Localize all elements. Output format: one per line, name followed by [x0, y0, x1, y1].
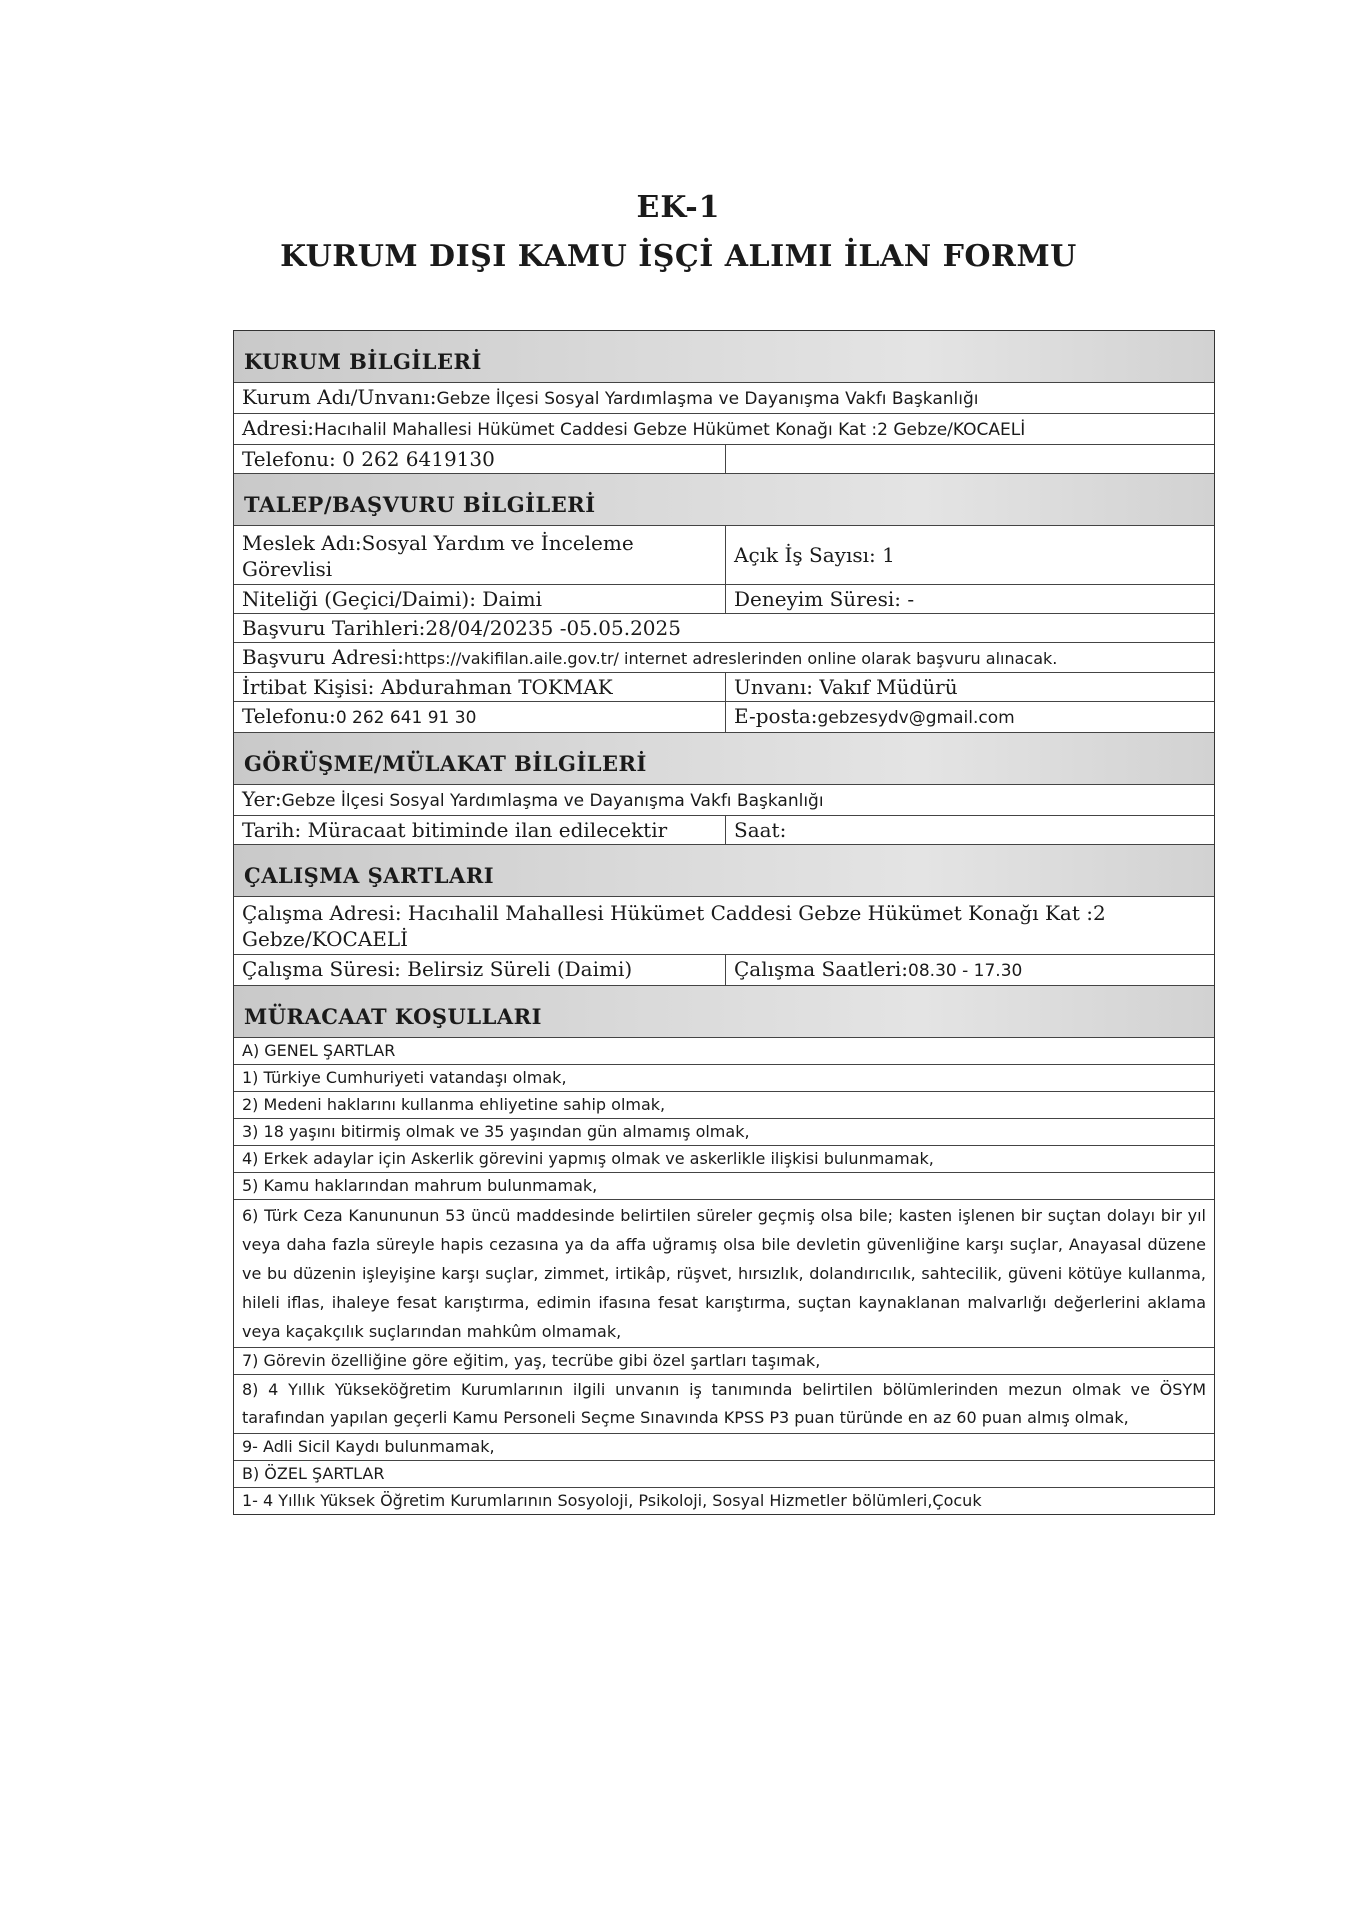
kosul-genel-sartlar: A) GENEL ŞARTLAR — [242, 1041, 396, 1060]
kosul-item: 1) Türkiye Cumhuriyeti vatandaşı olmak, — [242, 1068, 567, 1087]
kosul-row — [234, 1146, 1214, 1173]
kurum-adi-row — [234, 383, 1214, 414]
section-calisma-sartlari: ÇALIŞMA ŞARTLARI — [234, 845, 1214, 897]
kosul-row — [234, 1461, 1214, 1488]
section-kurum-bilgileri: KURUM BİLGİLERİ — [234, 331, 1214, 383]
kosul-item: 3) 18 yaşını bitirmiş olmak ve 35 yaşından gün almamış olmak, — [242, 1122, 750, 1141]
section-talep-basvuru: TALEP/BAŞVURU BİLGİLERİ — [234, 474, 1214, 526]
kosul-row — [234, 1200, 1214, 1348]
gorusme-tarih-row — [234, 816, 1214, 845]
announcement-form — [233, 330, 1215, 1515]
kosul-row — [234, 1119, 1214, 1146]
kosul-row — [234, 1348, 1214, 1375]
niteligi-row — [234, 585, 1214, 614]
kosul-item: 7) Görevin özelliğine göre eğitim, yaş, tecrübe gibi özel şartları taşımak, — [242, 1351, 821, 1370]
kurum-adres-value: Hacıhalil Mahallesi Hükümet Caddesi Gebze Hükümet Konağı Kat :2 Gebze/KOCAELİ — [314, 420, 1026, 440]
basvuru-tarihleri: Başvuru Tarihleri:28/04/20235 -05.05.2025 — [242, 616, 681, 640]
page-title: KURUM DIŞI KAMU İŞÇİ ALIMI İLAN FORMU — [280, 239, 1077, 274]
iletisim-row — [234, 702, 1214, 733]
annex-label: EK-1 — [636, 190, 721, 225]
gorusme-saat: Saat: — [734, 818, 787, 842]
meslek-row — [234, 526, 1214, 585]
kosul-row — [234, 1375, 1214, 1434]
kosul-row — [234, 1173, 1214, 1200]
irtibat-kisisi: İrtibat Kişisi: Abdurahman TOKMAK — [234, 673, 726, 701]
kurum-adres-label: Adresi: — [242, 416, 315, 440]
calisma-saatleri-label: Çalışma Saatleri: — [734, 957, 909, 981]
kurum-telefon-row — [234, 445, 1214, 474]
telefon-label: Telefonu: — [242, 704, 336, 728]
kurum-adi-label: Kurum Adı/Unvanı: — [242, 385, 437, 409]
deneyim-suresi: Deneyim Süresi: - — [734, 587, 915, 611]
kosul-item: 5) Kamu haklarından mahrum bulunmamak, — [242, 1176, 598, 1195]
gorusme-yer-value: Gebze İlçesi Sosyal Yardımlaşma ve Dayanışma Vakfı Başkanlığı — [281, 791, 824, 811]
meslek-adi: Meslek Adı:Sosyal Yardım ve İnceleme Görevlisi — [234, 526, 726, 584]
eposta-value: gebzesydv@gmail.com — [817, 708, 1015, 728]
telefon-value: 0 262 641 91 30 — [335, 708, 477, 728]
section-muracaat-kosullari: MÜRACAAT KOŞULLARI — [234, 986, 1214, 1038]
kosul-item: 8) 4 Yıllık Yükseköğretim Kurumlarının ilgili unvanın iş tanımında belirtilen bölümlerinden mezun olmak ve ÖSYM tarafından yapılan geçerli Kamu Personeli Seçme Sınavında KPSS P3 puan türünde en az 60 puan almış olmak, — [242, 1380, 1206, 1427]
unvani: Unvanı: Vakıf Müdürü — [734, 675, 958, 699]
kosul-ozel-sartlar: B) ÖZEL ŞARTLAR — [242, 1464, 385, 1483]
calisma-suresi: Çalışma Süresi: Belirsiz Süreli (Daimi) — [234, 955, 726, 985]
kosul-item: 2) Medeni haklarını kullanma ehliyetine sahip olmak, — [242, 1095, 666, 1114]
kosul-item: 1- 4 Yıllık Yüksek Öğretim Kurumlarının Sosyoloji, Psikoloji, Sosyal Hizmetler bölümleri,Çocuk — [242, 1491, 982, 1510]
gorusme-yer-label: Yer: — [242, 787, 282, 811]
irtibat-row — [234, 673, 1214, 702]
kosul-row — [234, 1092, 1214, 1119]
basvuru-adresi-row — [234, 643, 1214, 673]
kosul-row — [234, 1065, 1214, 1092]
kurum-telefon-empty — [726, 445, 1214, 473]
kosul-item: 9- Adli Sicil Kaydı bulunmamak, — [242, 1437, 495, 1456]
kurum-adres-row — [234, 414, 1214, 445]
calisma-adresi: Çalışma Adresi: Hacıhalil Mahallesi Hükümet Caddesi Gebze Hükümet Konağı Kat :2 Gebze/KOCAELİ — [242, 901, 1106, 951]
calisma-adres-row — [234, 897, 1214, 955]
section-gorusme-mulakat: GÖRÜŞME/MÜLAKAT BİLGİLERİ — [234, 733, 1214, 785]
kosul-item: 4) Erkek adaylar için Askerlik görevini yapmış olmak ve askerlikle ilişkisi bulunmamak, — [242, 1149, 934, 1168]
kosul-row — [234, 1038, 1214, 1065]
basvuru-adresi-label: Başvuru Adresi: — [242, 645, 404, 669]
kosul-row — [234, 1434, 1214, 1461]
gorusme-yer-row — [234, 785, 1214, 816]
kosul-item: 6) Türk Ceza Kanununun 53 üncü maddesinde belirtilen süreler geçmiş olsa bile; kasten işlenen bir suçtan dolayı bir yıl veya daha fazla süreyle hapis cezasına ya da affa uğramış olsa bile devletin güvenliğine karşı suçlar, Anayasal düzene ve bu düzenin işleyişine karşı suçlar, zimmet, irtikâp, rüşvet, hırsızlık, dolandırıcılık, sahtecilik, güveni kötüye kullanma, hileli iflas, ihaleye fesat karıştırma, edimin ifasına fesat karıştırma, suçtan kaynaklanan malvarlığı değerlerini aklama veya kaçakçılık suçlarından mahkûm olmamak, — [242, 1206, 1206, 1341]
kurum-telefon: Telefonu: 0 262 6419130 — [234, 445, 726, 473]
calisma-sure-row — [234, 955, 1214, 986]
kosul-row — [234, 1488, 1214, 1514]
acik-is-sayisi: Açık İş Sayısı: 1 — [734, 543, 895, 567]
basvuru-tarihleri-row — [234, 614, 1214, 643]
title-block — [0, 190, 1357, 274]
gorusme-tarih: Tarih: Müracaat bitiminde ilan edilecektir — [234, 816, 726, 844]
niteligi: Niteliği (Geçici/Daimi): Daimi — [234, 585, 726, 613]
eposta-label: E-posta: — [734, 704, 818, 728]
calisma-saatleri-value: 08.30 - 17.30 — [908, 961, 1023, 981]
basvuru-adresi-value: https://vakifilan.aile.gov.tr/ internet adreslerinden online olarak başvuru alınacak. — [403, 649, 1058, 668]
kurum-adi-value: Gebze İlçesi Sosyal Yardımlaşma ve Dayanışma Vakfı Başkanlığı — [436, 389, 979, 409]
